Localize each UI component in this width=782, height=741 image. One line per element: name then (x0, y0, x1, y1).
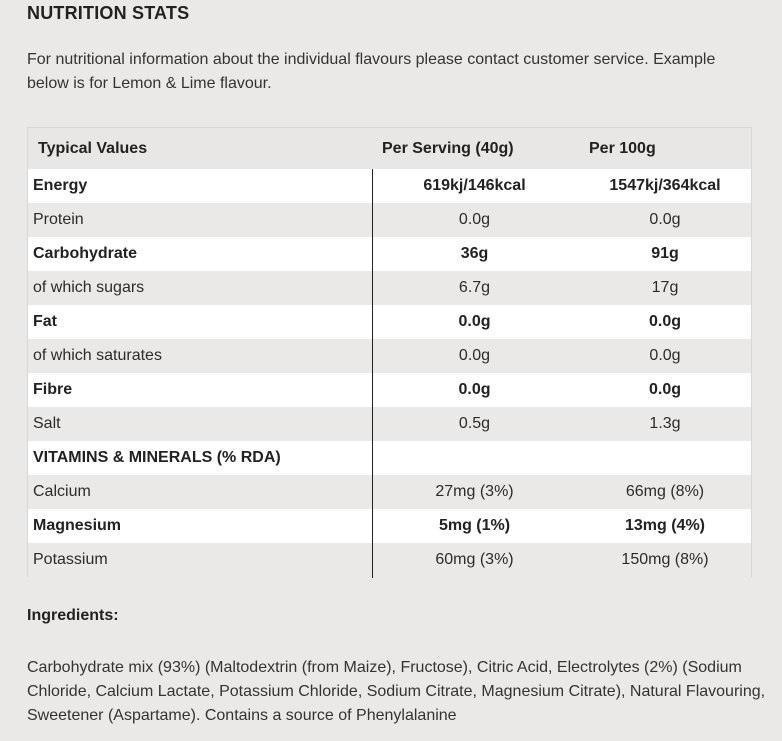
row-per-100g: 17g (651, 279, 679, 296)
header-typical-values: Typical Values (38, 139, 148, 157)
row-label: Fat (33, 313, 57, 330)
table-header-row (28, 128, 751, 169)
row-per-serving: 0.5g (458, 415, 491, 432)
table-row (28, 203, 751, 237)
row-label: Fibre (33, 381, 73, 398)
row-label: Calcium (33, 483, 91, 500)
table-row (28, 305, 751, 339)
row-label: of which saturates (33, 347, 162, 364)
row-label: Carbohydrate (33, 245, 138, 262)
row-label: of which sugars (33, 279, 145, 296)
row-label: VITAMINS & MINERALS (% RDA) (33, 449, 281, 466)
row-per-100g: 0.0g (649, 211, 681, 228)
row-per-100g: 150mg (8%) (621, 551, 709, 568)
table-row (28, 441, 751, 475)
row-per-100g: 66mg (8%) (625, 483, 705, 500)
column-divider (372, 169, 373, 578)
row-per-serving: 619kj/146kcal (423, 177, 526, 194)
table-row (28, 407, 751, 441)
intro-text: For nutritional information about the individual flavours please contact customer service. Example below is for Lemon & Lime flavour. (27, 51, 716, 92)
table-row (28, 373, 751, 407)
row-label: Salt (33, 415, 61, 432)
row-per-serving: 60mg (3%) (435, 551, 514, 568)
row-per-100g: 0.0g (648, 313, 681, 330)
table-row (28, 237, 751, 271)
table-row (28, 339, 751, 373)
row-label: Magnesium (33, 517, 122, 534)
row-per-serving: 0.0g (458, 313, 491, 330)
row-per-100g: 0.0g (649, 347, 681, 364)
table-row (28, 271, 751, 305)
table-row (28, 475, 751, 509)
ingredients-label: Ingredients: (27, 607, 119, 624)
header-per-serving: Per Serving (40g) (382, 139, 514, 157)
row-per-serving: 0.0g (458, 381, 491, 398)
row-per-serving: 0.0g (458, 211, 491, 228)
row-per-100g: 91g (651, 245, 679, 262)
table-row (28, 543, 751, 577)
ingredients-text: Carbohydrate mix (93%) (Maltodextrin (from Maize), Fructose), Citric Acid, Electrolytes (2%) (Sodium Chloride, Calcium Lactate, Potassium Chloride, Sodium Citrate, Magnesium Citrate), Natural Flavouring, Sweetener (Aspartame). Contains a source of Phenylalanine (27, 659, 766, 724)
row-per-serving: 36g (460, 245, 489, 262)
row-label: Energy (33, 177, 88, 194)
row-per-serving (372, 441, 577, 475)
row-per-100g: 1.3g (649, 415, 681, 432)
row-per-serving: 0.0g (458, 347, 491, 364)
table-row (28, 509, 751, 543)
nutrition-table (27, 127, 752, 577)
header-per-100g: Per 100g (589, 139, 656, 157)
row-per-serving: 5mg (1%) (438, 517, 511, 534)
page-title: NUTRITION STATS (27, 3, 190, 23)
row-per-100g: 0.0g (648, 381, 681, 398)
row-per-100g: 13mg (4%) (624, 517, 706, 534)
table-row (28, 169, 751, 203)
row-label: Potassium (33, 551, 108, 568)
row-per-serving: 6.7g (458, 279, 491, 296)
row-per-serving: 27mg (3%) (435, 483, 514, 500)
row-per-100g: 1547kj/364kcal (609, 177, 721, 194)
row-per-100g (577, 441, 753, 475)
row-label: Protein (33, 211, 84, 228)
